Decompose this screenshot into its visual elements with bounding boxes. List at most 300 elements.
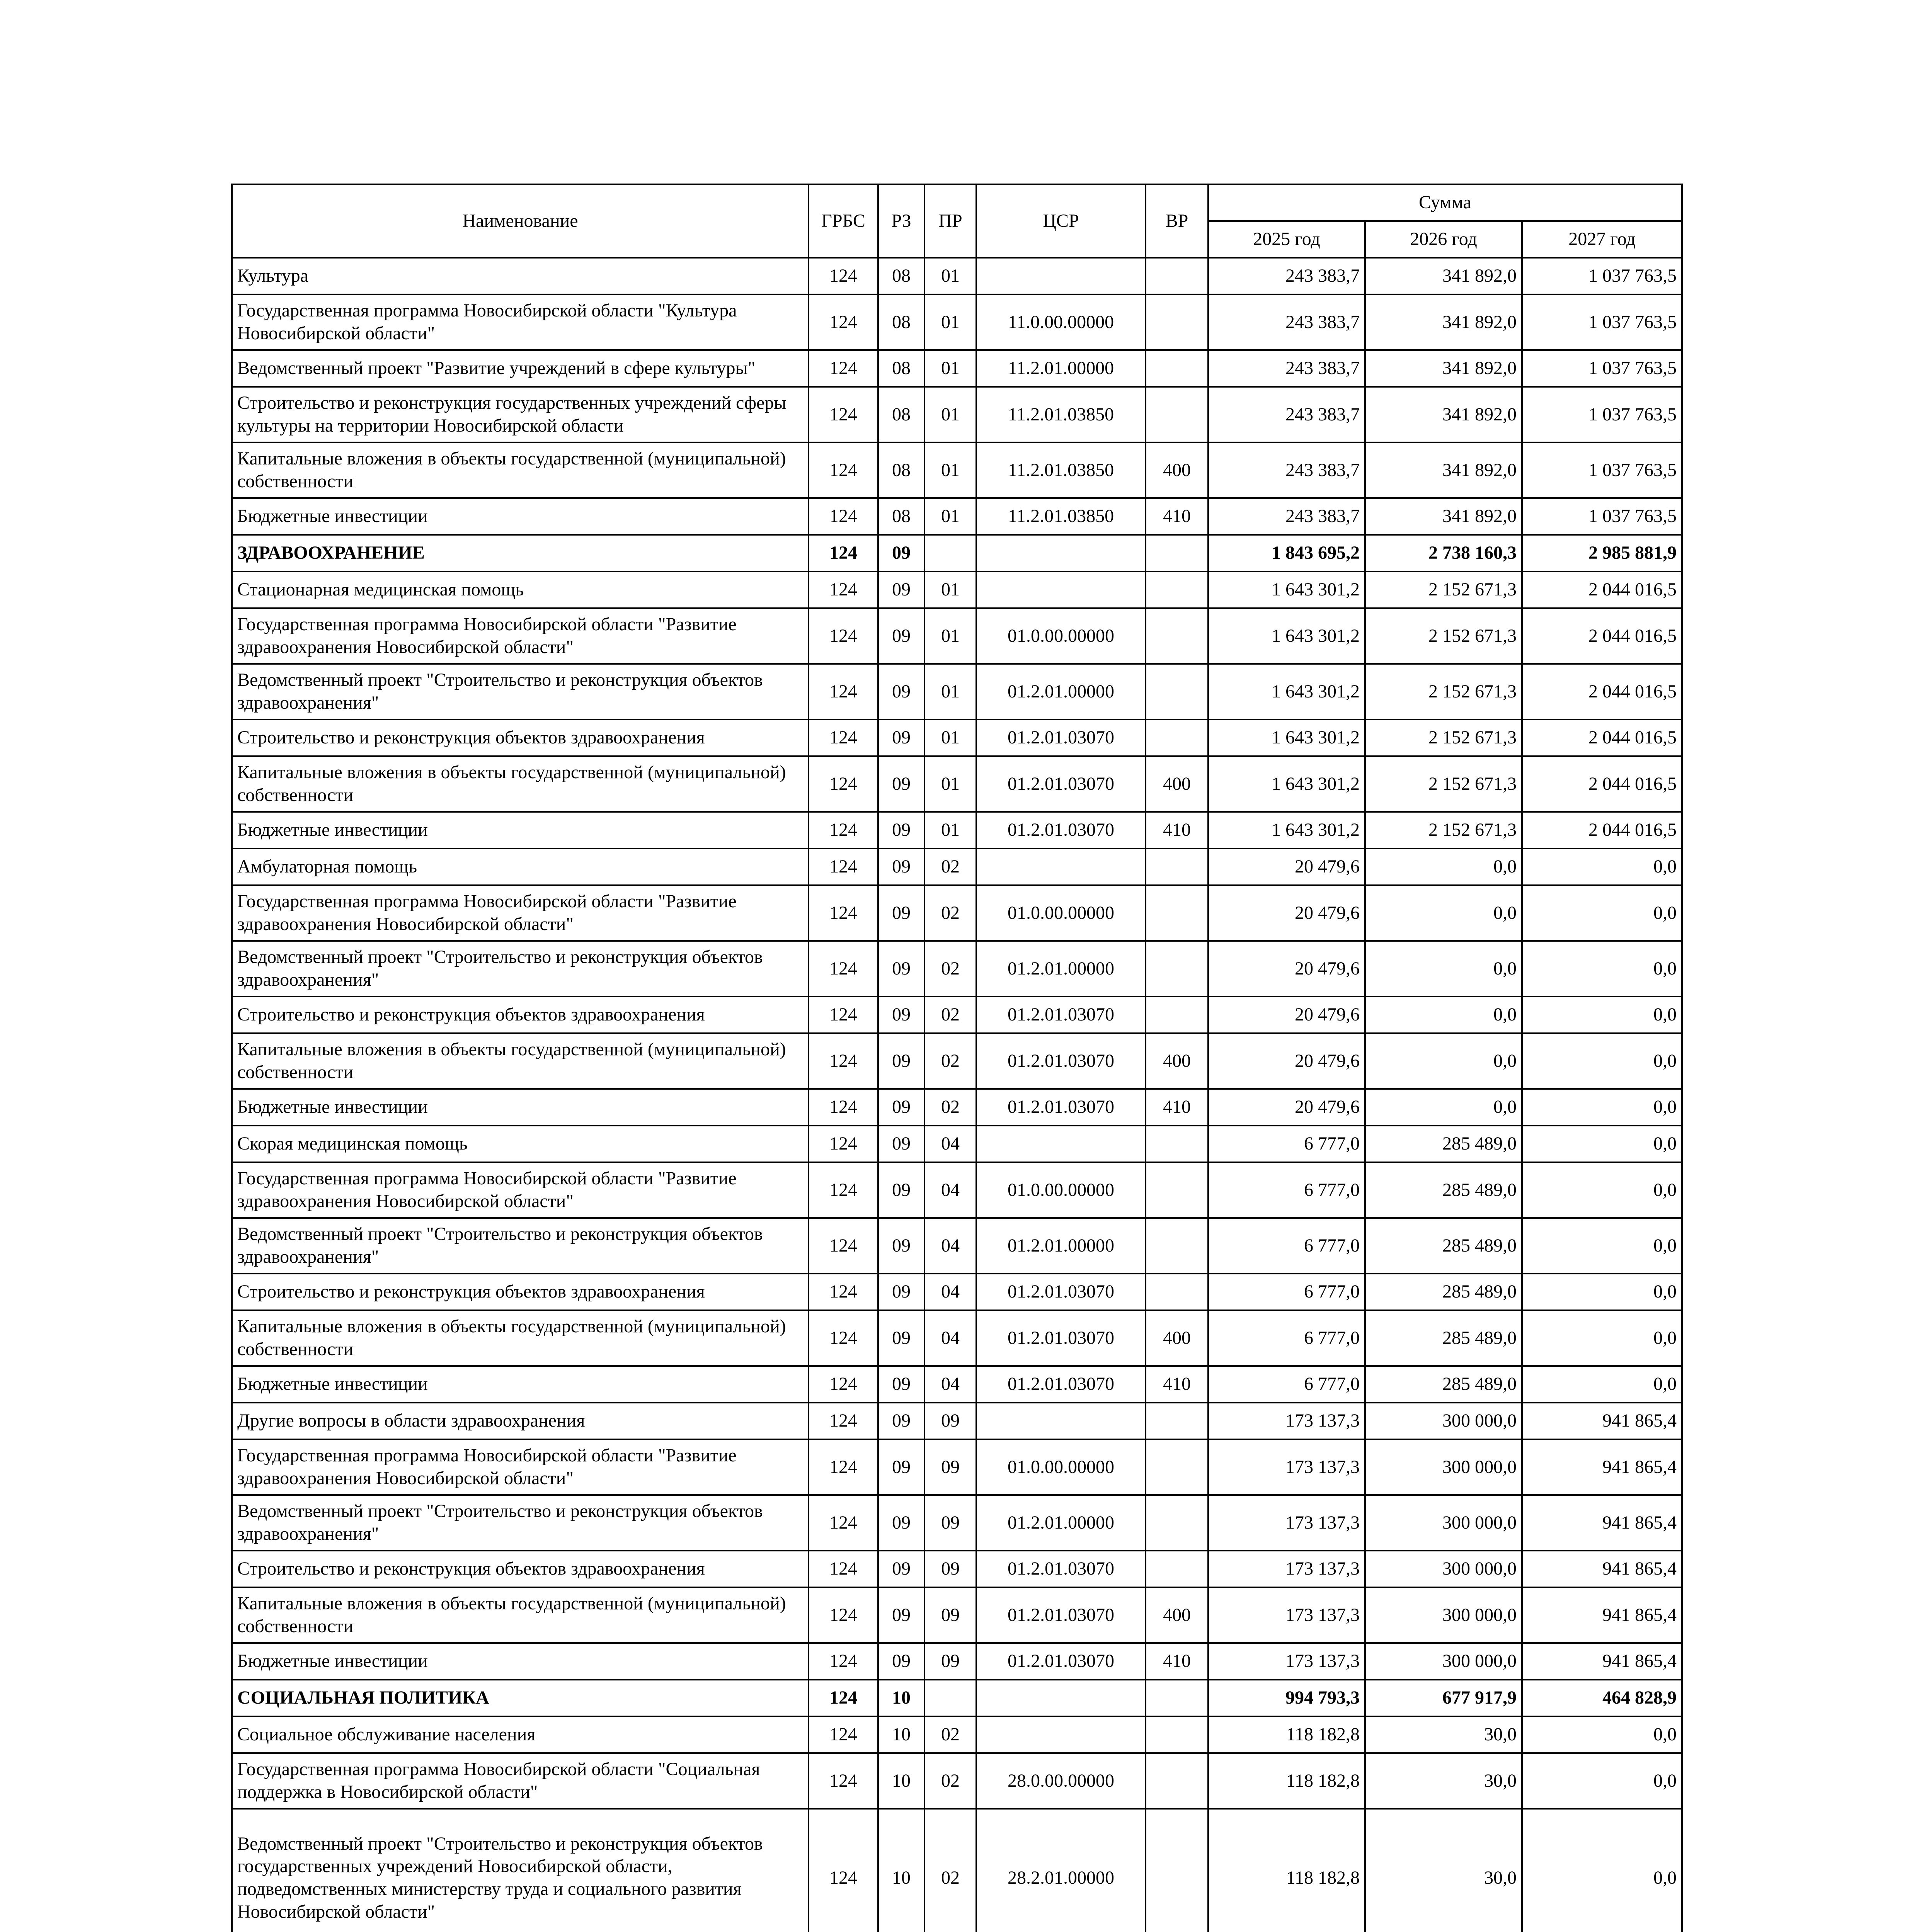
table-body <box>232 258 1682 1932</box>
cell-name: Ведомственный проект "Строительство и реконструкция объектов здравоохранения" <box>232 941 809 997</box>
cell-pr: 01 <box>924 664 976 719</box>
cell-v2026: 300 000,0 <box>1365 1551 1522 1587</box>
cell-csr: 01.0.00.00000 <box>976 885 1146 941</box>
cell-rz: 10 <box>878 1680 924 1716</box>
cell-v2026: 0,0 <box>1365 1033 1522 1089</box>
table-row <box>232 664 1682 719</box>
cell-name: Бюджетные инвестиции <box>232 812 809 849</box>
cell-grbs: 124 <box>809 1033 878 1089</box>
cell-rz: 10 <box>878 1753 924 1809</box>
cell-v2025: 1 843 695,2 <box>1208 535 1365 571</box>
cell-name: Капитальные вложения в объекты государственной (муниципальной) собственности <box>232 1587 809 1643</box>
cell-rz: 10 <box>878 1716 924 1753</box>
cell-v2025: 1 643 301,2 <box>1208 664 1365 719</box>
cell-v2027: 2 044 016,5 <box>1522 812 1682 849</box>
cell-pr: 01 <box>924 571 976 608</box>
cell-name: Капитальные вложения в объекты государственной (муниципальной) собственности <box>232 1310 809 1366</box>
cell-csr: 01.2.01.03070 <box>976 812 1146 849</box>
cell-v2027: 0,0 <box>1522 1274 1682 1310</box>
cell-v2025: 6 777,0 <box>1208 1162 1365 1218</box>
cell-csr: 01.2.01.03070 <box>976 1310 1146 1366</box>
cell-rz: 08 <box>878 350 924 387</box>
cell-grbs: 124 <box>809 1716 878 1753</box>
cell-grbs: 124 <box>809 664 878 719</box>
cell-rz: 09 <box>878 535 924 571</box>
cell-csr: 01.2.01.03070 <box>976 1643 1146 1680</box>
cell-v2027: 0,0 <box>1522 1753 1682 1809</box>
cell-name: Скорая медицинская помощь <box>232 1126 809 1162</box>
cell-v2026: 341 892,0 <box>1365 258 1522 294</box>
cell-rz: 08 <box>878 442 924 498</box>
budget-table <box>231 184 1683 1932</box>
cell-vr: 400 <box>1146 756 1208 812</box>
cell-v2025: 6 777,0 <box>1208 1126 1365 1162</box>
cell-v2025: 20 479,6 <box>1208 997 1365 1033</box>
cell-rz: 09 <box>878 1274 924 1310</box>
cell-v2026: 341 892,0 <box>1365 498 1522 535</box>
cell-v2025: 1 643 301,2 <box>1208 812 1365 849</box>
cell-vr: 400 <box>1146 442 1208 498</box>
cell-v2026: 2 738 160,3 <box>1365 535 1522 571</box>
cell-csr: 01.2.01.03070 <box>976 1551 1146 1587</box>
cell-csr: 01.2.01.00000 <box>976 941 1146 997</box>
cell-v2026: 300 000,0 <box>1365 1643 1522 1680</box>
cell-v2027: 1 037 763,5 <box>1522 258 1682 294</box>
cell-v2026: 285 489,0 <box>1365 1310 1522 1366</box>
cell-v2025: 173 137,3 <box>1208 1403 1365 1439</box>
cell-rz: 09 <box>878 608 924 664</box>
cell-csr: 11.2.01.03850 <box>976 442 1146 498</box>
table-row <box>232 885 1682 941</box>
cell-csr <box>976 535 1146 571</box>
cell-name: Государственная программа Новосибирской области "Социальная поддержка в Новосибирской области" <box>232 1753 809 1809</box>
cell-v2026: 285 489,0 <box>1365 1162 1522 1218</box>
cell-grbs: 124 <box>809 608 878 664</box>
cell-v2025: 1 643 301,2 <box>1208 756 1365 812</box>
cell-rz: 09 <box>878 571 924 608</box>
cell-grbs: 124 <box>809 258 878 294</box>
cell-rz: 09 <box>878 885 924 941</box>
header-csr: ЦСР <box>976 184 1146 258</box>
cell-pr: 09 <box>924 1403 976 1439</box>
cell-vr <box>1146 294 1208 350</box>
cell-v2026: 30,0 <box>1365 1716 1522 1753</box>
cell-vr <box>1146 1495 1208 1551</box>
cell-v2025: 1 643 301,2 <box>1208 571 1365 608</box>
cell-pr: 01 <box>924 756 976 812</box>
cell-grbs: 124 <box>809 997 878 1033</box>
table-row <box>232 1809 1682 1932</box>
cell-grbs: 124 <box>809 1439 878 1495</box>
cell-pr: 01 <box>924 258 976 294</box>
cell-v2027: 941 865,4 <box>1522 1495 1682 1551</box>
cell-pr: 02 <box>924 885 976 941</box>
cell-v2025: 20 479,6 <box>1208 1033 1365 1089</box>
cell-name: Капитальные вложения в объекты государственной (муниципальной) собственности <box>232 756 809 812</box>
cell-v2025: 173 137,3 <box>1208 1551 1365 1587</box>
cell-grbs: 124 <box>809 1162 878 1218</box>
cell-v2025: 173 137,3 <box>1208 1587 1365 1643</box>
cell-v2027: 0,0 <box>1522 1716 1682 1753</box>
cell-pr: 02 <box>924 849 976 885</box>
cell-csr: 01.2.01.03070 <box>976 1274 1146 1310</box>
cell-grbs: 124 <box>809 1587 878 1643</box>
table-row <box>232 498 1682 535</box>
cell-name: Капитальные вложения в объекты государственной (муниципальной) собственности <box>232 1033 809 1089</box>
cell-pr: 09 <box>924 1643 976 1680</box>
header-sum: Сумма <box>1208 184 1682 221</box>
cell-v2026: 341 892,0 <box>1365 294 1522 350</box>
cell-rz: 09 <box>878 1218 924 1274</box>
cell-name: Государственная программа Новосибирской области "Развитие здравоохранения Новосибирской области" <box>232 1162 809 1218</box>
cell-v2026: 285 489,0 <box>1365 1218 1522 1274</box>
cell-vr <box>1146 571 1208 608</box>
cell-rz: 09 <box>878 1551 924 1587</box>
cell-vr: 410 <box>1146 1366 1208 1403</box>
cell-grbs: 124 <box>809 1680 878 1716</box>
cell-grbs: 124 <box>809 387 878 442</box>
cell-v2027: 1 037 763,5 <box>1522 350 1682 387</box>
table-row <box>232 1643 1682 1680</box>
cell-name: Другие вопросы в области здравоохранения <box>232 1403 809 1439</box>
cell-v2025: 118 182,8 <box>1208 1753 1365 1809</box>
cell-v2027: 1 037 763,5 <box>1522 294 1682 350</box>
cell-vr: 410 <box>1146 812 1208 849</box>
cell-grbs: 124 <box>809 535 878 571</box>
cell-vr <box>1146 608 1208 664</box>
cell-v2027: 0,0 <box>1522 1218 1682 1274</box>
cell-pr: 02 <box>924 1716 976 1753</box>
cell-grbs: 124 <box>809 1809 878 1932</box>
table-row <box>232 941 1682 997</box>
cell-pr: 01 <box>924 498 976 535</box>
table-row <box>232 1495 1682 1551</box>
cell-csr <box>976 1680 1146 1716</box>
cell-pr: 02 <box>924 941 976 997</box>
cell-name: СОЦИАЛЬНАЯ ПОЛИТИКА <box>232 1680 809 1716</box>
table-row <box>232 849 1682 885</box>
table-row <box>232 350 1682 387</box>
cell-pr: 09 <box>924 1439 976 1495</box>
cell-csr: 01.2.01.00000 <box>976 664 1146 719</box>
table-row <box>232 1274 1682 1310</box>
cell-grbs: 124 <box>809 756 878 812</box>
cell-v2025: 243 383,7 <box>1208 442 1365 498</box>
cell-v2027: 2 044 016,5 <box>1522 756 1682 812</box>
cell-rz: 09 <box>878 812 924 849</box>
cell-name: Капитальные вложения в объекты государственной (муниципальной) собственности <box>232 442 809 498</box>
cell-v2025: 173 137,3 <box>1208 1495 1365 1551</box>
cell-pr: 02 <box>924 997 976 1033</box>
cell-name: Амбулаторная помощь <box>232 849 809 885</box>
cell-name: ЗДРАВООХРАНЕНИЕ <box>232 535 809 571</box>
cell-v2027: 1 037 763,5 <box>1522 442 1682 498</box>
cell-v2026: 2 152 671,3 <box>1365 812 1522 849</box>
cell-vr <box>1146 1218 1208 1274</box>
cell-grbs: 124 <box>809 849 878 885</box>
cell-v2027: 0,0 <box>1522 1366 1682 1403</box>
cell-vr <box>1146 1274 1208 1310</box>
header-year-2025: 2025 год <box>1208 221 1365 258</box>
cell-name: Ведомственный проект "Строительство и реконструкция объектов здравоохранения" <box>232 1495 809 1551</box>
cell-pr: 04 <box>924 1126 976 1162</box>
cell-v2025: 994 793,3 <box>1208 1680 1365 1716</box>
cell-csr <box>976 1716 1146 1753</box>
cell-rz: 09 <box>878 1126 924 1162</box>
cell-pr: 01 <box>924 350 976 387</box>
cell-pr: 09 <box>924 1495 976 1551</box>
cell-vr: 400 <box>1146 1310 1208 1366</box>
cell-rz: 09 <box>878 719 924 756</box>
cell-pr: 01 <box>924 812 976 849</box>
cell-vr <box>1146 1162 1208 1218</box>
cell-v2027: 0,0 <box>1522 1162 1682 1218</box>
cell-rz: 10 <box>878 1809 924 1932</box>
cell-name: Строительство и реконструкция объектов здравоохранения <box>232 1274 809 1310</box>
cell-vr <box>1146 941 1208 997</box>
cell-pr: 02 <box>924 1753 976 1809</box>
cell-v2026: 341 892,0 <box>1365 442 1522 498</box>
cell-vr <box>1146 387 1208 442</box>
cell-grbs: 124 <box>809 1495 878 1551</box>
cell-vr <box>1146 1403 1208 1439</box>
cell-v2027: 941 865,4 <box>1522 1587 1682 1643</box>
cell-rz: 09 <box>878 997 924 1033</box>
cell-name: Бюджетные инвестиции <box>232 1089 809 1126</box>
cell-vr <box>1146 1753 1208 1809</box>
cell-v2026: 2 152 671,3 <box>1365 719 1522 756</box>
cell-grbs: 124 <box>809 719 878 756</box>
cell-v2025: 6 777,0 <box>1208 1366 1365 1403</box>
cell-v2026: 0,0 <box>1365 1089 1522 1126</box>
cell-v2025: 243 383,7 <box>1208 387 1365 442</box>
cell-name: Стационарная медицинская помощь <box>232 571 809 608</box>
table-row <box>232 571 1682 608</box>
cell-pr: 02 <box>924 1809 976 1932</box>
cell-vr <box>1146 885 1208 941</box>
cell-vr <box>1146 849 1208 885</box>
cell-v2027: 1 037 763,5 <box>1522 498 1682 535</box>
cell-vr: 410 <box>1146 498 1208 535</box>
table-row <box>232 1366 1682 1403</box>
cell-v2026: 341 892,0 <box>1365 387 1522 442</box>
cell-v2027: 941 865,4 <box>1522 1551 1682 1587</box>
table-row <box>232 1587 1682 1643</box>
cell-csr: 01.2.01.03070 <box>976 1587 1146 1643</box>
cell-rz: 09 <box>878 1643 924 1680</box>
cell-csr: 28.2.01.00000 <box>976 1809 1146 1932</box>
cell-v2027: 941 865,4 <box>1522 1643 1682 1680</box>
cell-v2026: 2 152 671,3 <box>1365 756 1522 812</box>
cell-rz: 09 <box>878 1587 924 1643</box>
table-row <box>232 387 1682 442</box>
cell-grbs: 124 <box>809 885 878 941</box>
header-name: Наименование <box>232 184 809 258</box>
cell-pr: 01 <box>924 442 976 498</box>
cell-v2026: 285 489,0 <box>1365 1366 1522 1403</box>
cell-v2027: 2 044 016,5 <box>1522 719 1682 756</box>
cell-pr: 01 <box>924 608 976 664</box>
cell-csr: 11.2.01.00000 <box>976 350 1146 387</box>
table-row <box>232 1403 1682 1439</box>
cell-csr <box>976 258 1146 294</box>
cell-grbs: 124 <box>809 442 878 498</box>
cell-rz: 09 <box>878 1162 924 1218</box>
cell-vr: 410 <box>1146 1089 1208 1126</box>
cell-name: Бюджетные инвестиции <box>232 498 809 535</box>
cell-v2027: 941 865,4 <box>1522 1403 1682 1439</box>
cell-v2027: 2 044 016,5 <box>1522 664 1682 719</box>
table-row <box>232 1753 1682 1809</box>
table-row <box>232 756 1682 812</box>
cell-v2025: 20 479,6 <box>1208 941 1365 997</box>
header-vr: ВР <box>1146 184 1208 258</box>
cell-v2027: 2 044 016,5 <box>1522 571 1682 608</box>
cell-csr: 01.0.00.00000 <box>976 1162 1146 1218</box>
cell-v2026: 300 000,0 <box>1365 1587 1522 1643</box>
cell-rz: 09 <box>878 1366 924 1403</box>
table-row <box>232 258 1682 294</box>
cell-vr <box>1146 350 1208 387</box>
table-row <box>232 535 1682 571</box>
cell-vr: 410 <box>1146 1643 1208 1680</box>
cell-rz: 09 <box>878 1439 924 1495</box>
cell-v2026: 285 489,0 <box>1365 1274 1522 1310</box>
cell-v2027: 0,0 <box>1522 1809 1682 1932</box>
cell-v2027: 0,0 <box>1522 941 1682 997</box>
cell-rz: 09 <box>878 664 924 719</box>
cell-v2026: 300 000,0 <box>1365 1439 1522 1495</box>
cell-v2025: 173 137,3 <box>1208 1439 1365 1495</box>
cell-pr <box>924 535 976 571</box>
cell-rz: 09 <box>878 756 924 812</box>
cell-pr: 04 <box>924 1310 976 1366</box>
cell-v2025: 118 182,8 <box>1208 1809 1365 1932</box>
cell-name: Бюджетные инвестиции <box>232 1643 809 1680</box>
cell-name: Ведомственный проект "Строительство и реконструкция объектов здравоохранения" <box>232 1218 809 1274</box>
cell-csr <box>976 1403 1146 1439</box>
cell-v2026: 30,0 <box>1365 1809 1522 1932</box>
cell-v2025: 243 383,7 <box>1208 258 1365 294</box>
table-row <box>232 1089 1682 1126</box>
cell-v2026: 300 000,0 <box>1365 1495 1522 1551</box>
cell-v2027: 0,0 <box>1522 997 1682 1033</box>
cell-csr: 01.2.01.03070 <box>976 1366 1146 1403</box>
cell-name: Государственная программа Новосибирской области "Развитие здравоохранения Новосибирской области" <box>232 1439 809 1495</box>
cell-csr <box>976 1126 1146 1162</box>
cell-csr: 01.2.01.03070 <box>976 756 1146 812</box>
cell-vr <box>1146 1809 1208 1932</box>
cell-name: Ведомственный проект "Строительство и реконструкция объектов государственных учреждений Новосибирской области, подведомственных министерству труда и социального развития Новосибирской области" <box>232 1809 809 1932</box>
cell-rz: 08 <box>878 294 924 350</box>
header-year-2026: 2026 год <box>1365 221 1522 258</box>
cell-csr <box>976 571 1146 608</box>
cell-vr <box>1146 1716 1208 1753</box>
header-grbs: ГРБС <box>809 184 878 258</box>
cell-csr: 01.2.01.03070 <box>976 997 1146 1033</box>
cell-pr: 01 <box>924 294 976 350</box>
cell-rz: 09 <box>878 849 924 885</box>
cell-name: Бюджетные инвестиции <box>232 1366 809 1403</box>
cell-v2027: 464 828,9 <box>1522 1680 1682 1716</box>
cell-name: Строительство и реконструкция государственных учреждений сферы культуры на территории Новосибирской области <box>232 387 809 442</box>
cell-grbs: 124 <box>809 1218 878 1274</box>
table-row <box>232 1126 1682 1162</box>
cell-v2027: 941 865,4 <box>1522 1439 1682 1495</box>
cell-csr: 28.0.00.00000 <box>976 1753 1146 1809</box>
cell-v2025: 6 777,0 <box>1208 1274 1365 1310</box>
cell-v2027: 0,0 <box>1522 1126 1682 1162</box>
cell-pr: 02 <box>924 1033 976 1089</box>
cell-v2025: 6 777,0 <box>1208 1310 1365 1366</box>
cell-vr: 400 <box>1146 1033 1208 1089</box>
cell-v2026: 30,0 <box>1365 1753 1522 1809</box>
cell-grbs: 124 <box>809 294 878 350</box>
table-row <box>232 1551 1682 1587</box>
cell-csr: 01.2.01.03070 <box>976 1033 1146 1089</box>
cell-v2027: 2 985 881,9 <box>1522 535 1682 571</box>
table-row <box>232 1680 1682 1716</box>
cell-v2025: 6 777,0 <box>1208 1218 1365 1274</box>
table-row <box>232 1716 1682 1753</box>
table-row <box>232 812 1682 849</box>
cell-csr: 01.0.00.00000 <box>976 608 1146 664</box>
cell-grbs: 124 <box>809 1753 878 1809</box>
cell-v2025: 1 643 301,2 <box>1208 608 1365 664</box>
cell-grbs: 124 <box>809 1126 878 1162</box>
cell-name: Культура <box>232 258 809 294</box>
cell-v2026: 341 892,0 <box>1365 350 1522 387</box>
cell-grbs: 124 <box>809 1310 878 1366</box>
cell-v2026: 0,0 <box>1365 997 1522 1033</box>
cell-grbs: 124 <box>809 1643 878 1680</box>
cell-pr: 01 <box>924 719 976 756</box>
cell-grbs: 124 <box>809 1274 878 1310</box>
cell-grbs: 124 <box>809 571 878 608</box>
cell-v2027: 0,0 <box>1522 1089 1682 1126</box>
cell-vr <box>1146 664 1208 719</box>
table-row <box>232 997 1682 1033</box>
cell-csr: 01.0.00.00000 <box>976 1439 1146 1495</box>
cell-rz: 09 <box>878 1089 924 1126</box>
cell-pr: 02 <box>924 1089 976 1126</box>
cell-grbs: 124 <box>809 498 878 535</box>
cell-rz: 08 <box>878 258 924 294</box>
cell-csr <box>976 849 1146 885</box>
cell-pr <box>924 1680 976 1716</box>
cell-v2025: 243 383,7 <box>1208 498 1365 535</box>
cell-grbs: 124 <box>809 1089 878 1126</box>
cell-grbs: 124 <box>809 941 878 997</box>
cell-v2027: 1 037 763,5 <box>1522 387 1682 442</box>
cell-grbs: 124 <box>809 812 878 849</box>
cell-v2027: 0,0 <box>1522 1310 1682 1366</box>
cell-pr: 04 <box>924 1366 976 1403</box>
cell-name: Строительство и реконструкция объектов здравоохранения <box>232 719 809 756</box>
cell-v2026: 0,0 <box>1365 849 1522 885</box>
table-row <box>232 1439 1682 1495</box>
cell-name: Ведомственный проект "Строительство и реконструкция объектов здравоохранения" <box>232 664 809 719</box>
cell-vr <box>1146 1551 1208 1587</box>
cell-v2027: 0,0 <box>1522 885 1682 941</box>
cell-vr <box>1146 1126 1208 1162</box>
cell-rz: 09 <box>878 1033 924 1089</box>
cell-name: Строительство и реконструкция объектов здравоохранения <box>232 997 809 1033</box>
table-row <box>232 608 1682 664</box>
cell-csr: 11.2.01.03850 <box>976 387 1146 442</box>
cell-csr: 01.2.01.00000 <box>976 1495 1146 1551</box>
cell-pr: 04 <box>924 1274 976 1310</box>
